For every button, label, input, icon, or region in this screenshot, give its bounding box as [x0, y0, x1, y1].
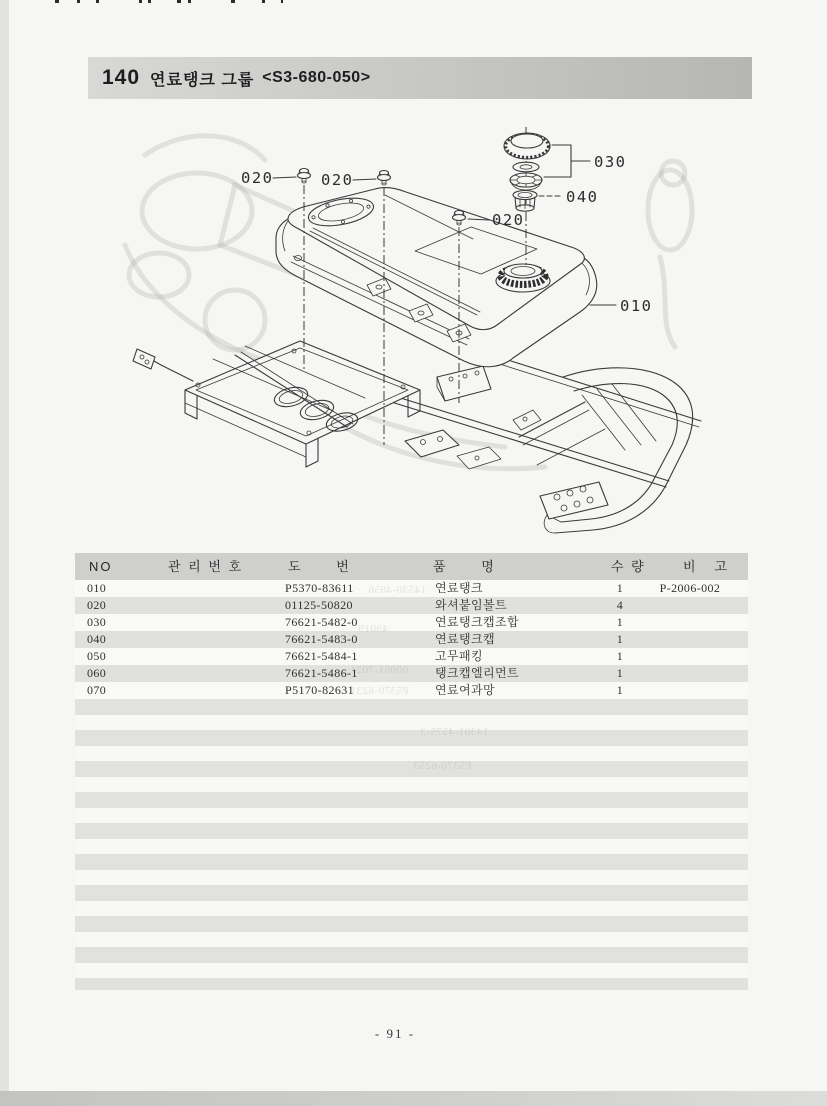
column-header-note: 비 고	[683, 559, 729, 574]
cell-qty: 1	[616, 632, 624, 646]
cell-qty: 1	[616, 649, 624, 663]
cell-name: 고무패킹	[435, 649, 483, 663]
filler-boss-drawing	[496, 264, 550, 292]
section-header-bar	[88, 57, 752, 99]
bleedthrough-text: 14530-4856	[368, 584, 427, 596]
cell-qty: 1	[616, 666, 624, 680]
cell-name: 연료여과망	[435, 683, 495, 697]
cell-dwg: P5370-83611	[285, 581, 354, 595]
cell-name: 탱크캡엘리먼트	[435, 666, 519, 680]
callout-020-mid: 020	[321, 171, 354, 189]
scan-bottom-edge	[0, 1091, 827, 1106]
cell-no: 060	[87, 666, 107, 680]
cell-dwg: 76621-5486-1	[285, 666, 358, 680]
callout-030: 030	[594, 153, 627, 171]
cell-name: 연료탱크캡	[435, 632, 495, 646]
cell-qty: 1	[616, 683, 624, 697]
callout-040: 040	[566, 188, 599, 206]
cell-no: 030	[87, 615, 107, 629]
cell-dwg: 76621-5484-1	[285, 649, 358, 663]
bolt-icon	[378, 171, 391, 186]
cell-name: 연료탱크	[435, 581, 483, 595]
chassis-frame-drawing	[133, 336, 701, 533]
column-header-dwg: 도 번	[288, 559, 351, 574]
column-header-no: NO	[89, 559, 113, 574]
callout-020-right: 020	[492, 211, 525, 229]
table-row	[75, 614, 748, 631]
table-row	[75, 597, 748, 614]
callout-020-left: 020	[241, 169, 274, 187]
exploded-view-diagram	[85, 115, 745, 545]
column-header-name: 품 명	[433, 559, 496, 574]
cell-qty: 4	[616, 598, 624, 612]
bleedthrough-text: 00061-7021	[350, 664, 409, 676]
page-number: - 91 -	[374, 1026, 416, 1041]
section-number: 140	[102, 66, 141, 89]
cell-name: 와셔붙임볼트	[435, 598, 507, 612]
cell-no: 020	[87, 598, 107, 612]
gasket-drawing	[513, 162, 539, 172]
cell-no: 010	[87, 581, 107, 595]
table-row	[75, 631, 748, 648]
fuel-tank-drawing	[276, 188, 597, 367]
bleedthrough-text: 14301-4575-3	[420, 726, 489, 738]
cell-dwg: 76621-5482-0	[285, 615, 358, 629]
cell-no: 070	[87, 683, 107, 697]
cell-dwg: P5170-82631	[285, 683, 355, 697]
cell-qty: 1	[616, 581, 624, 595]
cell-no: 040	[87, 632, 107, 646]
cell-no: 050	[87, 649, 107, 663]
cap-element-drawing	[510, 173, 542, 190]
column-header-mgmt: 관 리 번 호	[168, 559, 244, 574]
filler-neck-drawing	[513, 191, 537, 212]
cell-dwg: 01125-50820	[285, 598, 353, 612]
callout-010: 010	[620, 297, 653, 315]
cell-name: 연료탱크캡조합	[435, 615, 519, 629]
parts-table	[75, 553, 748, 991]
bleedthrough-text: P5370-6253	[413, 760, 472, 772]
empty-table-stripes	[75, 699, 748, 990]
bleedthrough-text: 49019	[358, 623, 388, 635]
cell-qty: 1	[616, 615, 624, 629]
table-row	[75, 682, 748, 699]
scan-left-edge	[0, 0, 9, 1106]
bleedthrough-text: P5370-6231	[350, 685, 409, 697]
fuel-cap-assembly-drawing	[504, 133, 550, 211]
table-row	[75, 648, 748, 665]
table-row	[75, 665, 748, 682]
column-header-qty: 수 량	[611, 559, 646, 574]
section-title: 연료탱크 그룹	[150, 71, 255, 89]
cell-dwg: 76621-5483-0	[285, 632, 358, 646]
bolt-icon	[298, 169, 311, 184]
cell-note: P-2006-002	[659, 581, 721, 595]
section-code: <S3-680-050>	[262, 69, 371, 86]
table-header-row	[75, 553, 748, 580]
